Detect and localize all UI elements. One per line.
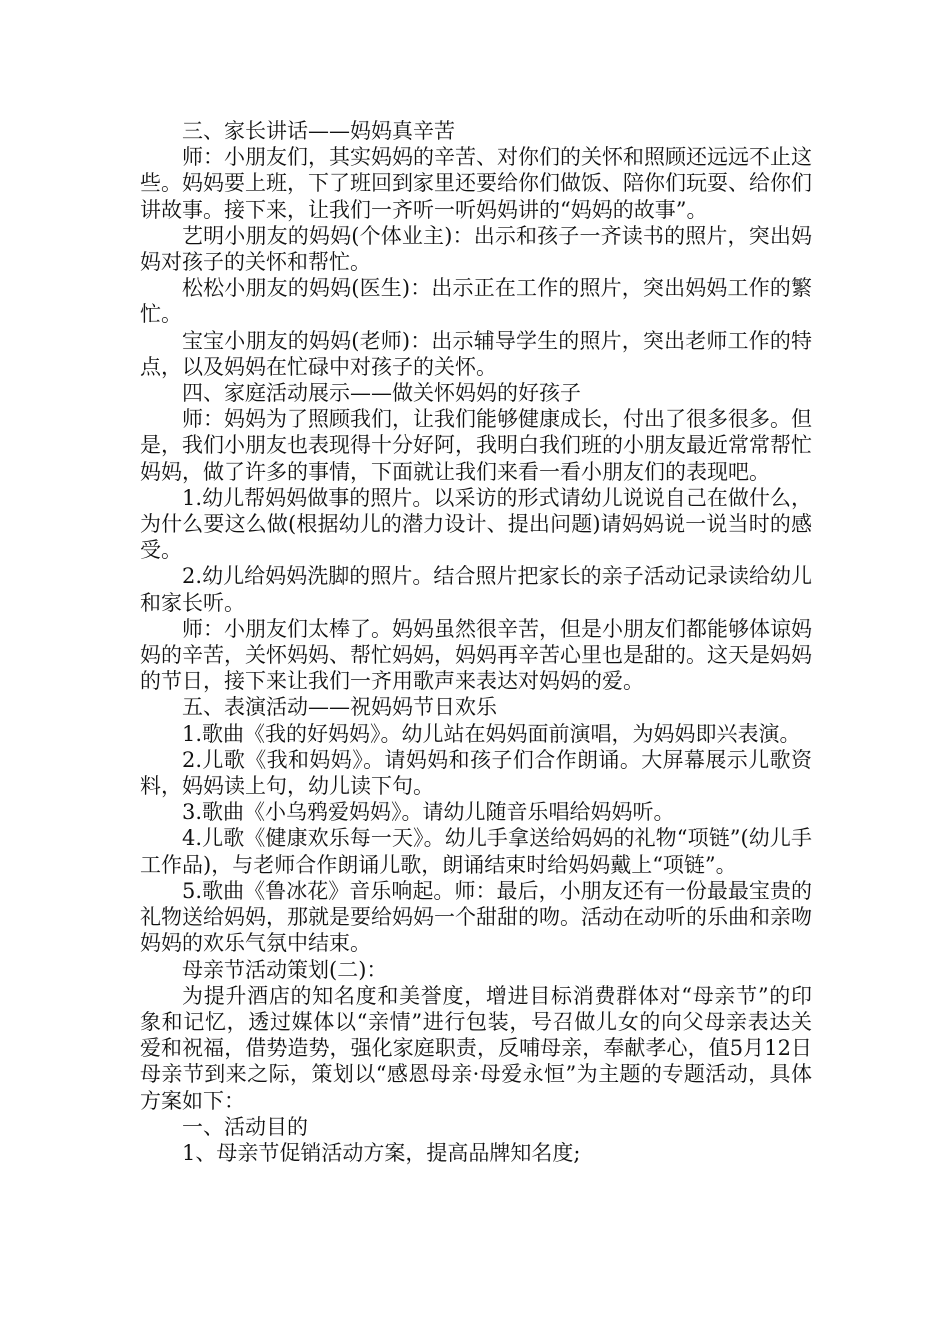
paragraph: 师：小朋友们，其实妈妈的辛苦、对你们的关怀和照顾还远远不止这些。妈妈要上班，下了班回到家里还要给你们做饭、陪你们玩耍、给你们讲故事。接下来，让我们一齐听一听妈妈讲的“妈妈的故事”。: [140, 145, 812, 222]
section-heading: 母亲节活动策划(二)：: [182, 957, 388, 982]
paragraph: 师：小朋友们太棒了。妈妈虽然很辛苦，但是小朋友们都能够体谅妈妈的辛苦，关怀妈妈、帮忙妈妈，妈妈再辛苦心里也是甜的。这天是妈妈的节日，接下来让我们一齐用歌声来表达对妈妈的爱。: [140, 616, 812, 694]
section-heading: 三、家长讲话——妈妈真辛苦: [182, 119, 455, 143]
section-heading: 一、活动目的: [182, 1114, 308, 1139]
paragraph: 1.幼儿帮妈妈做事的照片。以采访的形式请幼儿说说自己在做什么，为什么要这么做(根据幼儿的潜力设计、提出问题)请妈妈说一说当时的感受。: [140, 485, 812, 563]
paragraph: 1、母亲节促销活动方案，提高品牌知名度;: [182, 1140, 581, 1165]
paragraph: 4.儿歌《健康欢乐每一天》。幼儿手拿送给妈妈的礼物“项链”(幼儿手工作品)，与老师合作朗诵儿歌，朗诵结束时给妈妈戴上“项链”。: [140, 826, 812, 877]
paragraph: 1.歌曲《我的好妈妈》。幼儿站在妈妈面前演唱，为妈妈即兴表演。: [182, 721, 801, 746]
paragraph: 师：妈妈为了照顾我们，让我们能够健康成长，付出了很多很多。但是，我们小朋友也表现得十分好阿，我明白我们班的小朋友最近常常帮忙妈妈，做了许多的事情，下面就让我们来看一看小朋友们的表现吧。: [140, 407, 812, 484]
paragraph: 松松小朋友的妈妈(医生)：出示正在工作的照片，突出妈妈工作的繁忙。: [140, 276, 812, 327]
document-body: [140, 118, 812, 1166]
paragraph: 艺明小朋友的妈妈(个体业主)：出示和孩子一齐读书的照片，突出妈妈对孩子的关怀和帮忙。: [140, 223, 812, 275]
paragraph: 宝宝小朋友的妈妈(老师)：出示辅导学生的照片，突出老师工作的特点，以及妈妈在忙碌中对孩子的关怀。: [140, 328, 812, 379]
paragraph: 2.儿歌《我和妈妈》。请妈妈和孩子们合作朗诵。大屏幕展示儿歌资料，妈妈读上句，幼儿读下句。: [140, 747, 812, 799]
paragraph: 为提升酒店的知名度和美誉度，增进目标消费群体对“母亲节”的印象和记忆，透过媒体以“亲情”进行包装，号召做儿女的向父母亲表达关爱和祝福，借势造势，强化家庭职责，反哺母亲，奉献孝心，值5月12日母亲节到来之际，策划以“感恩母亲·母爱永恒”为主题的专题活动，具体方案如下：: [140, 983, 812, 1113]
paragraph: 2.幼儿给妈妈洗脚的照片。结合照片把家长的亲子活动记录读给幼儿和家长听。: [140, 564, 812, 615]
paragraph: 3.歌曲《小乌鸦爱妈妈》。请幼儿随音乐唱给妈妈听。: [182, 800, 675, 825]
section-heading: 五、表演活动——祝妈妈节日欢乐: [182, 695, 497, 720]
paragraph: 5.歌曲《鲁冰花》音乐响起。师：最后，小朋友还有一份最最宝贵的礼物送给妈妈，那就是要给妈妈一个甜甜的吻。活动在动听的乐曲和亲吻妈妈的欢乐气氛中结束。: [140, 878, 812, 956]
section-heading: 四、家庭活动展示——做关怀妈妈的好孩子: [182, 381, 581, 406]
